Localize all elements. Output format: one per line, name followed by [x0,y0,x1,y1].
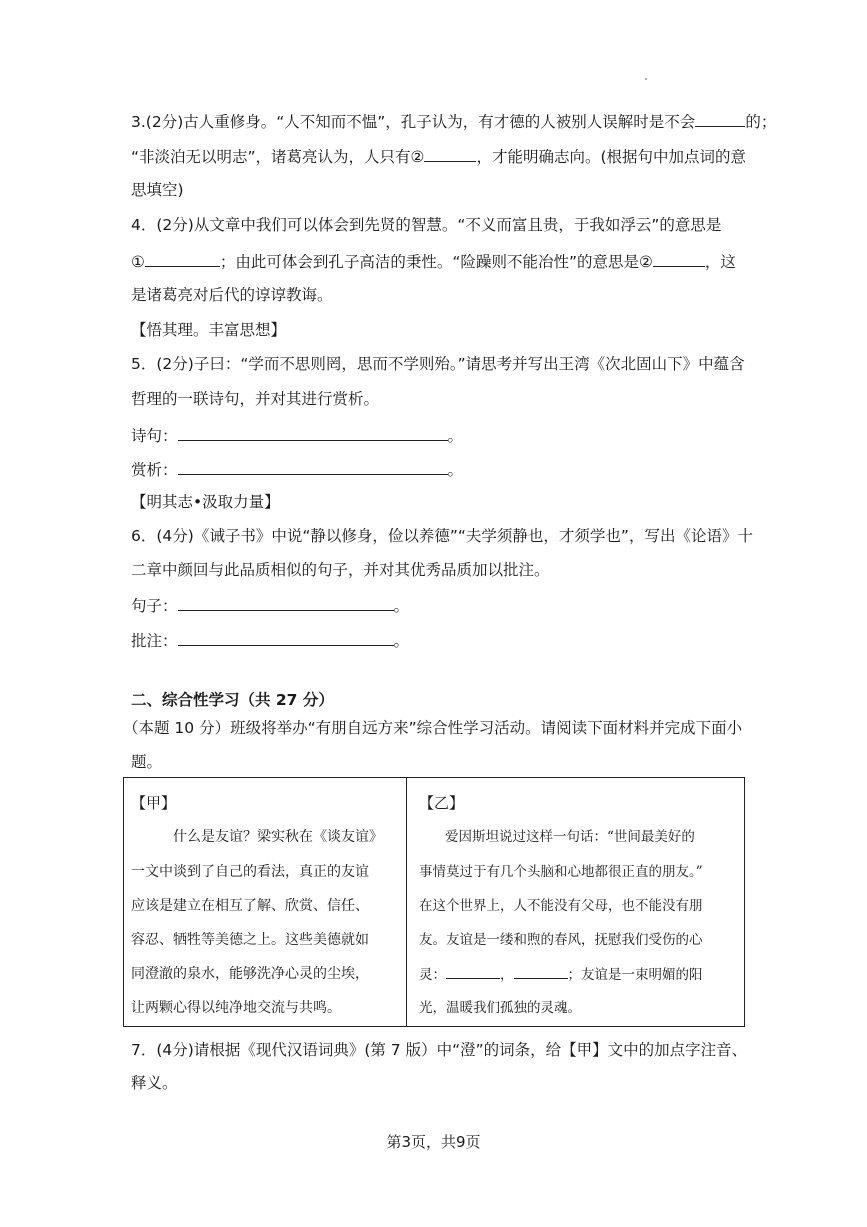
q4-line-3: 是诸葛亮对后代的谆谆教诲。 [131,286,333,304]
q5-line-2: 哲理的一联诗句，并对其进行赏析。 [131,390,380,408]
material-yi-line: 事情莫过于有几个头脑和心地都很正直的朋友。” [419,864,703,880]
q5-appreciation-row: 赏析： 。 [131,458,463,480]
part2-intro-line-1: （本题 10 分）班级将举办“有朋自远方来”综合性学习活动。请阅读下面材料并完成下面小 [123,719,743,737]
sentence-answer-line [178,594,394,611]
material-jia-line: 什么是友谊？梁实秋在《谈友谊》 [173,829,383,845]
q5-poem-row: 诗句： 。 [131,424,463,446]
section-heading-ming: 【明其志•汲取力量】 [131,493,280,511]
note-answer-line [178,629,394,646]
q3-line-2: “非淡泊无以明志”，诸葛亮认为，人只有② ，才能明确志向。(根据句中加点词的意 [131,145,746,167]
material-yi-line: 光，温暖我们孤独的灵魂。 [419,1000,581,1016]
q6-note-row: 批注： 。 [131,629,409,651]
answer-blank [514,964,568,979]
q7-line-1: 7．(4分)请根据《现代汉语词典》(第 7 版）中“澄”的词条，给【甲】文中的加点字注音、 [131,1041,748,1059]
appreciation-answer-line [178,458,448,475]
q7-line-2: 释义。 [131,1074,178,1092]
q6-line-1: 6．(4分)《诫子书》中说“静以修身，俭以养德”“夫学须静也，才须学也”，写出《论语》十 [131,527,753,545]
answer-blank [695,110,745,127]
q4-line-1: 4．(2分)从文章中我们可以体会到先贤的智慧。“不义而富且贵，于我如浮云”的意思是 [131,216,722,234]
answer-blank [145,250,220,267]
q3-line-1: 3.(2分)古人重修身。“人不知而不愠”，孔子认为，有才德的人被别人误解时是不会 的； [131,110,776,132]
material-yi-line: 在这个世界上，人不能没有父母，也不能没有朋 [419,898,703,914]
q6-line-2: 二章中颜回与此品质相似的句子，并对其优秀品质加以批注。 [131,561,550,579]
material-yi-head: 【乙】 [419,794,465,812]
answer-blank [446,964,500,979]
q3-line-3: 思填空) [131,181,184,199]
table-divider [406,777,407,1027]
material-yi-line: 爱因斯坦说过这样一句话：“世间最美好的 [445,829,695,845]
q5-line-1: 5．(2分)子曰：“学而不思则罔，思而不学则殆。”请思考并写出王湾《次北固山下》中蕴含 [131,355,745,373]
material-jia-line: 一文中谈到了自己的看法，真正的友谊 [131,864,369,880]
part2-title: 二、综合性学习（共 27 分） [131,691,334,709]
part2-intro-line-2: 题。 [131,753,163,771]
q6-sentence-row: 句子： 。 [131,594,409,616]
page-number: 第3页，共9页 [386,1133,481,1151]
section-heading-wu: 【悟其理。丰富思想】 [131,321,287,339]
material-yi-line: 友。友谊是一缕和煦的春风，抚慰我们受伤的心 [419,932,703,948]
material-jia-line: 容忍、牺牲等美德之上。这些美德就如 [131,932,369,948]
material-jia-line: 让两颗心得以纯净地交流与共鸣。 [131,1000,341,1016]
material-jia-line: 应该是建立在相互了解、欣赏、信任、 [131,898,369,914]
material-jia-head: 【甲】 [131,794,177,812]
scan-dot [645,78,647,80]
poem-answer-line [178,424,448,441]
answer-blank [424,145,476,162]
answer-blank [653,250,705,267]
material-jia-line: 同澄澈的泉水，能够洗净心灵的尘埃， [131,966,369,982]
material-yi-line-blanks: 灵： ， ；友谊是一束明媚的阳 [419,964,703,985]
q4-line-2: ① ；由此可体会到孔子高洁的秉性。“险躁则不能冶性”的意思是② ，这 [131,250,736,272]
